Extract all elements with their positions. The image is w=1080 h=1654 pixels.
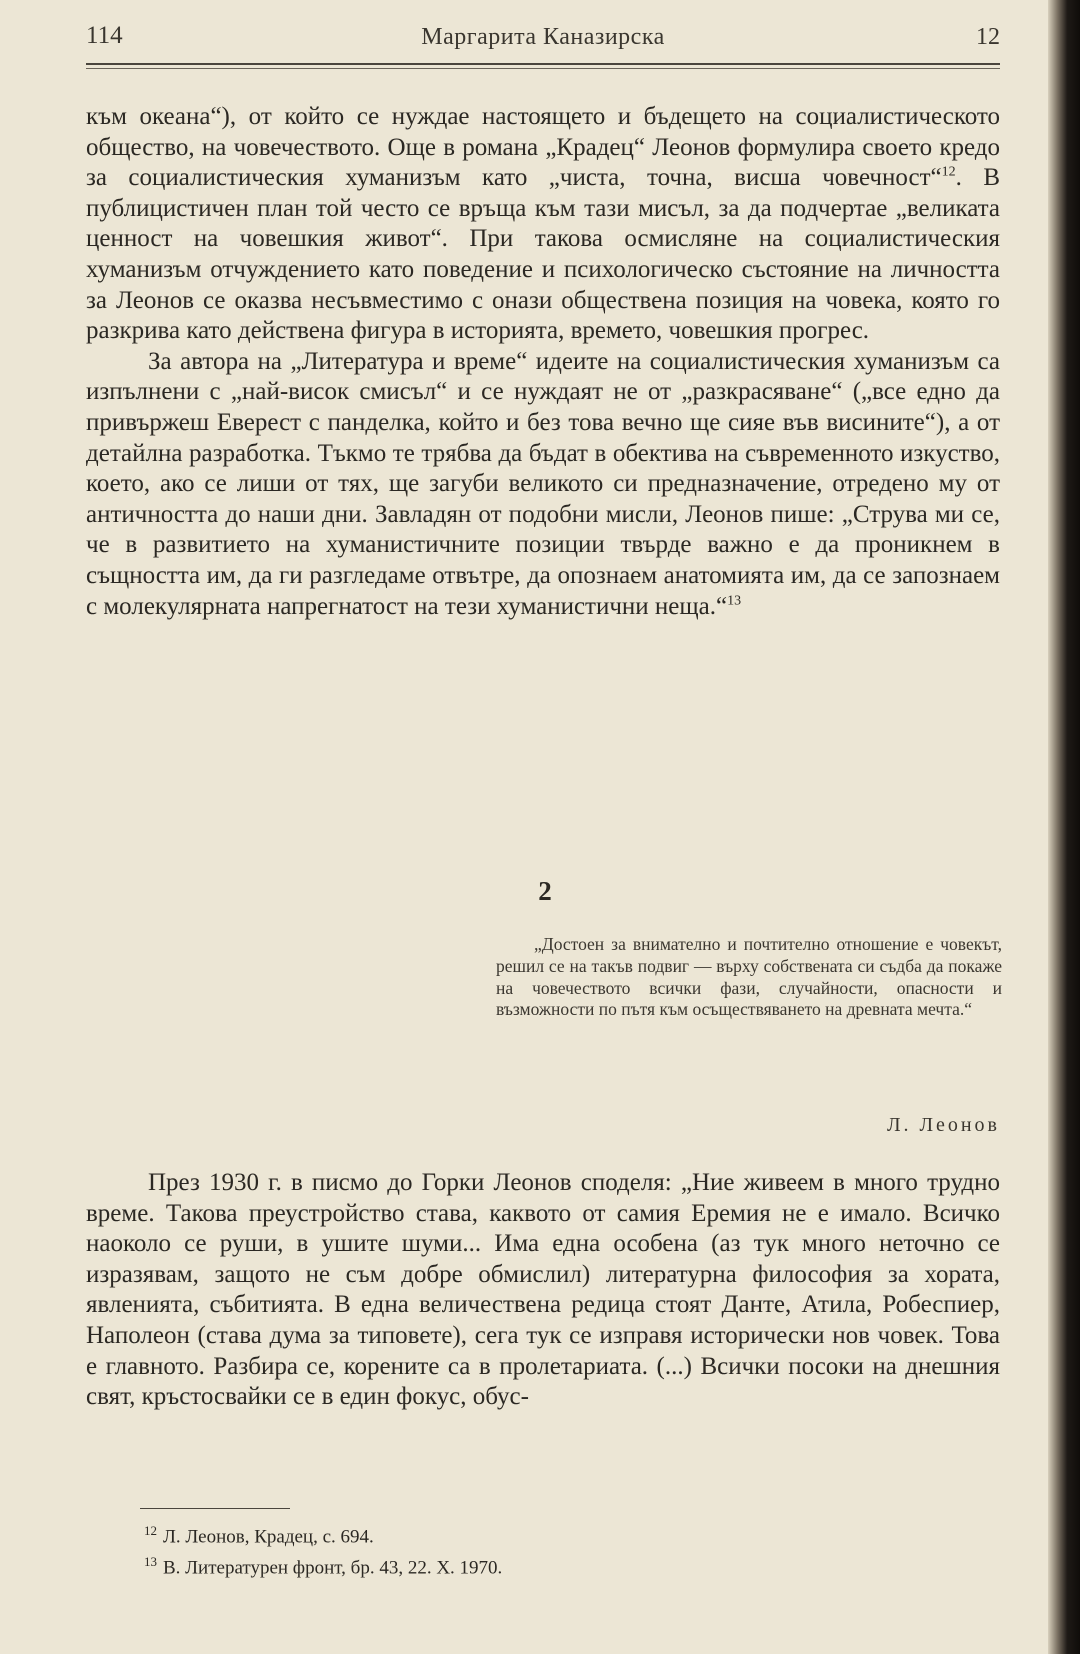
page-number: 114 — [86, 22, 123, 49]
footnotes — [144, 1518, 844, 1581]
epigraph-text: „Достоен за внимателно и почтително отношение е човекът, решил се на такъв подвиг — върху собствената си съдба да покаже на човечеството всички фази, случайности, опасности и възможности по пътя към осъществяването на древната мечта.“ — [496, 934, 1002, 1020]
main-text-section-2 — [86, 1168, 1000, 1413]
footnote-ref-13[interactable]: 13 — [727, 593, 742, 609]
footnote-12: $^{12}$ Л. Леонов, Крадец, с. 694. — [144, 1523, 374, 1548]
footnote-rule — [140, 1508, 290, 1509]
footnote-ref-12[interactable]: 12 — [941, 164, 956, 180]
paragraph-2: За автора на „Литература и време“ идеите на социалистическия хуманизъм са изпълнени с „най-висок смисъл“ и се нуждаят не от „разкрасяване“ („все едно да привържеш Еверест с панделка, който и без това вечно ще сияе във висините“), а от детайлна разработка. Тъкмо те трябва да бъдат в обектива на съвременното изкуство, което, ако се лиши от тях, ще загуби великото си предназначение, отредено му от античността до наши дни. Завладян от подобни мисли, Леонов пише: „Струва ми се, че в развитието на хуманистичните позиции твърде важно е да проникнем в същността им, да ги разгледаме отвътре, да опознаем анатомията им, да се запознаем с молекулярната напрегнатост на тези хуманистични неща.“$^{13}$ — [86, 347, 1000, 620]
header-rule-thin — [86, 68, 1000, 69]
epigraph — [496, 934, 1002, 1021]
header-rule — [86, 63, 1000, 65]
book-spine-shadow — [1048, 0, 1080, 1654]
section-number: 2 — [538, 876, 552, 906]
running-header — [86, 22, 1000, 62]
main-text — [86, 102, 1000, 622]
paragraph-3: През 1930 г. в писмо до Горки Леонов споделя: „Ние живеем в много трудно време. Такова преустройство става, каквото от самия Еремия не е имало. Всичко наоколо се руши, в ушите шуми... Има една особена (аз тук много неточно се изразявам, защото не съм добре обмислил) литературна философия за хората, явленията, събитията. В една величествена редица стоят Данте, Атила, Робеспиер, Наполеон (става дума за типовете), сега тук се изправя исторически нов човек. Това е главното. Разбира се, корените са в пролетариата. (...) Всички посоки на днешния свят, кръстосвайки се в един фокус, обус- — [86, 1169, 1000, 1411]
footnote-13: $^{13}$ В. Литературен фронт, бр. 43, 22. X. 1970. — [144, 1554, 503, 1579]
running-title: Маргарита Каназирска — [421, 24, 665, 50]
epigraph-author: Л. Леонов — [886, 1114, 1000, 1136]
paragraph-1: към океана“), от който се нуждае настоящето и бъдещето на социалистическото общество, на човечеството. Още в романа „Крадец“ Леонов формулира своето кредо за социалистическия хуманизъм като „чиста, точна, висша човечност“$^{12}$. В публицистичен план той често се връща към тази мисъл, за да подчертае „великата ценност на човешкия живот“. При такова осмисляне на социалистическия хуманизъм отчуждението като поведение и психологическо състояние на личността за Леонов се оказва несъвместимо с онази обществена позиция на човека, която го разкрива като действена фигура в историята, времето, човешкия прогрес. — [86, 103, 1000, 345]
chapter-number: 12 — [976, 24, 1000, 50]
